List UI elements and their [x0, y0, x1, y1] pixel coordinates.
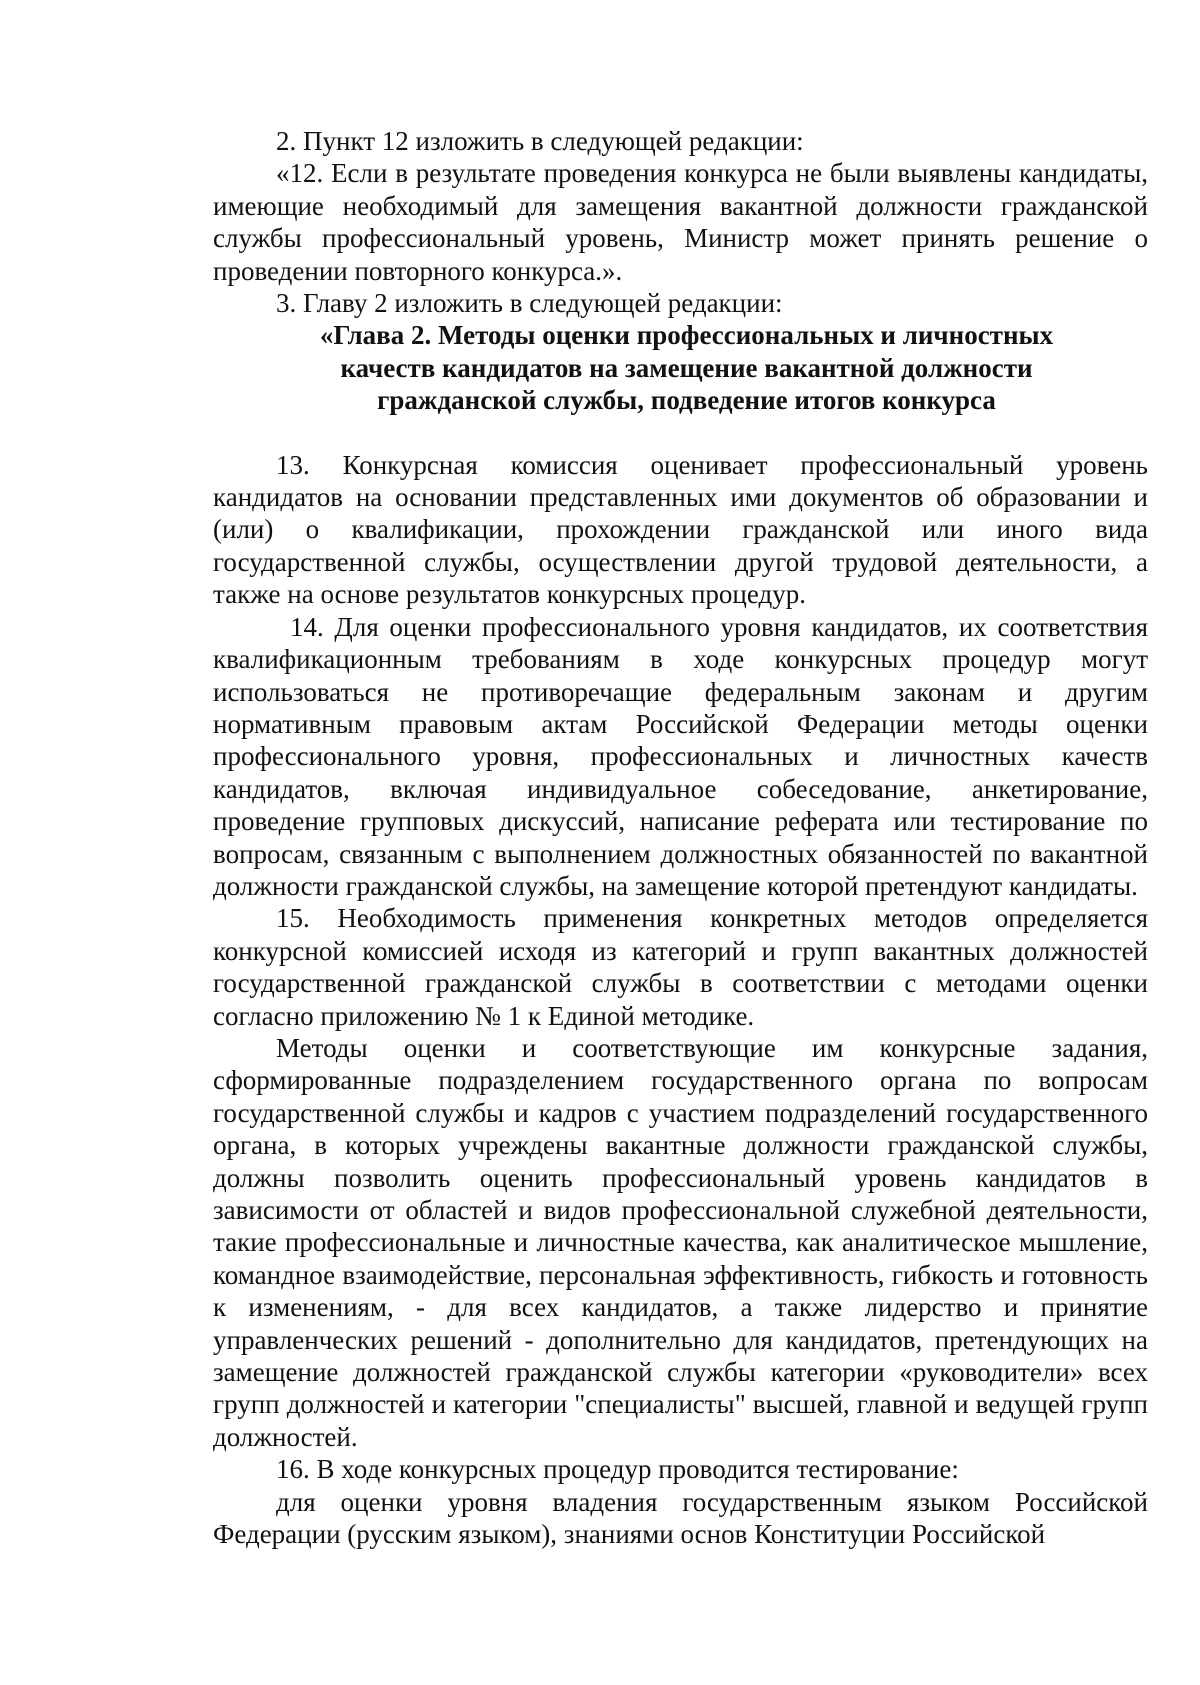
chapter-heading-line-2: качеств кандидатов на замещение вакантной должности	[340, 352, 1033, 383]
paragraph-13: 13. Конкурсная комиссия оценивает профессиональный уровень кандидатов на основании представленных ими документов об образовании и (или) о квалификации, прохождении гражданской или иного вида государственной службы, осуществлении другой трудовой деятельности, а также на основе результатов конкурсных процедур.	[213, 449, 1148, 610]
item-3-intro: 3. Главу 2 изложить в следующей редакции:	[276, 288, 783, 319]
paragraph-testing: для оценки уровня владения государственным языком Российской Федерации (русским языком), знаниями основ Конституции Российской	[213, 1486, 1148, 1550]
paragraph-15: 15. Необходимость применения конкретных методов определяется конкурсной комиссией исходя из категорий и групп вакантных должностей государственной гражданской службы в соответствии с методами оценки согласно приложению № 1 к Единой методике.	[213, 903, 1148, 1031]
chapter-heading-line-1: «Глава 2. Методы оценки профессиональных и личностных	[319, 320, 1054, 351]
document-body	[213, 125, 1148, 1550]
paragraph-16: 16. В ходе конкурсных процедур проводится тестирование:	[276, 1454, 959, 1485]
item-12-text: «12. Если в результате проведения конкурса не были выявлены кандидаты, имеющие необходимый для замещения вакантной должности гражданской службы профессиональный уровень, Министр может принять решение о проведении повторного конкурса.».	[213, 158, 1148, 286]
paragraph-14: 14. Для оценки профессионального уровня кандидатов, их соответствия квалификационным требованиям в ходе конкурсных процедур могут использоваться не противоречащие федеральным законам и другим нормативным правовым актам Российской Федерации методы оценки профессионального уровня, профессиональных и личностных качеств кандидатов, включая индивидуальное собеседование, анкетирование, проведение групповых дискуссий, написание реферата или тестирование по вопросам, связанным с выполнением должностных обязанностей по вакантной должности гражданской службы, на замещение которой претендуют кандидаты.	[213, 611, 1148, 901]
section-spacer	[213, 417, 1148, 449]
chapter-heading-line-3: гражданской службы, подведение итогов конкурса	[377, 385, 996, 416]
paragraph-methods: Методы оценки и соответствующие им конкурсные задания, сформированные подразделением государственного органа по вопросам государственной службы и кадров с участием подразделений государственного органа, в которых учреждены вакантные должности гражданской службы, должны позволить оценить профессиональный уровень кандидатов в зависимости от областей и видов профессиональной служебной деятельности, такие профессиональные и личностные качества, как аналитическое мышление, командное взаимодействие, персональная эффективность, гибкость и готовность к изменениям, - для всех кандидатов, а также лидерство и принятие управленческих решений - дополнительно для кандидатов, претендующих на замещение должностей гражданской службы категории «руководители» всех групп должностей и категории "специалисты" высшей, главной и ведущей групп должностей.	[213, 1032, 1148, 1452]
chapter-heading	[213, 319, 1148, 416]
item-2-intro: 2. Пункт 12 изложить в следующей редакции:	[276, 126, 804, 156]
